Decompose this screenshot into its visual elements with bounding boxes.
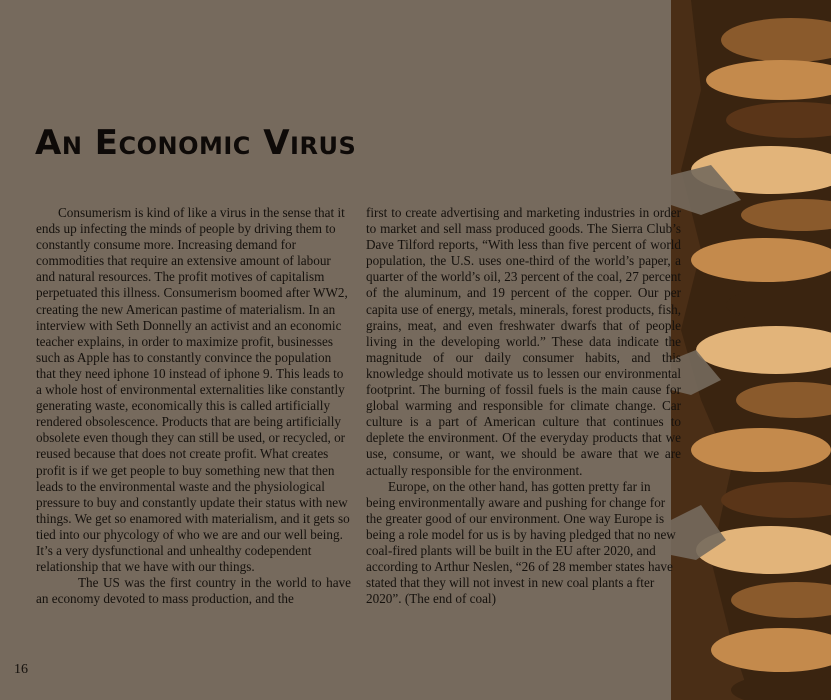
page-number: 16 [14,662,28,677]
left-paragraph-2: The US was the first country in the world to have an economy devoted to mass production, and the [36,575,351,607]
article-title: An Economic Virus [35,123,357,163]
right-paragraph-1: first to create advertising and marketing industries in order to market and sell mass produced goods. The Sierra Club’s Dave Tilford reports, “With less than five percent of world population, the U.S. uses one-third of the world’s paper, a quarter of the world’s oil, 23 percent of the coal, 27 percent of the aluminum, and 19 percent of the copper. Our per capita use of energy, metals, minerals, forest products, fish, grains, meat, and even freshwater dwarfs that of people living in the developing world.” These data indicate the magnitude of our daily consumer habits, and this knowledge should motivate us to lessen our environmental footprint. The burning of fossil fuels is the main cause for global warming and responsible for climate change. Car culture is a part of American culture that continues to deplete the environment. Of the everyday products that we use, consume, or want, we should be aware that we are actually responsible for the environment. [366,205,681,478]
left-paragraph-1: Consumerism is kind of like a virus in the sense that it ends up infecting the minds of people by driving them to constantly consume more. Increasing demand for commodities that require an extensive amount of labour and natural resources. The profit motives of capitalism perpetuated this illness. Consumerism boomed after WW2, creating the new American pastime of materialism. In an interview with Seth Donnelly an activist and an economic teacher explains, in order to maximize profit, businesses such as Apple has to constantly convince the population that they need iphone 10 instead of iphone 9. This leads to a whole host of environmental externalities like constantly generating waste, economically this is called artificially rendered obsolescence. Products that are being artificially obsolete even though they can still be used, or recycled, or reused because that does not create profit. What creates profit is if we get people to buy something new that then leads to the environmental waste and the physiological pressure to buy and constantly update their status with new things. We get so enamored with materialism, and it gets so tied into our phycology of who we are and our well being. It’s a very dysfunctional and unhealthy codependent relationship that we have with our things. [36,205,350,575]
right-paragraph-2: Europe, on the other hand, has gotten pretty far in being environmentally aware and pushing for change for the greater good of our environment. One way Europe is being a role model for us is by having pledged that no new coal-fired plants will be built in the EU after 2020, and according to Arthur Neslen, “26 of 28 member states have stated that they will not invest in new coal plants a fter 2020”. (The end of coal) [366,478,676,607]
stacked-coins-image [671,0,831,700]
left-column [36,205,351,607]
right-column [366,205,681,607]
